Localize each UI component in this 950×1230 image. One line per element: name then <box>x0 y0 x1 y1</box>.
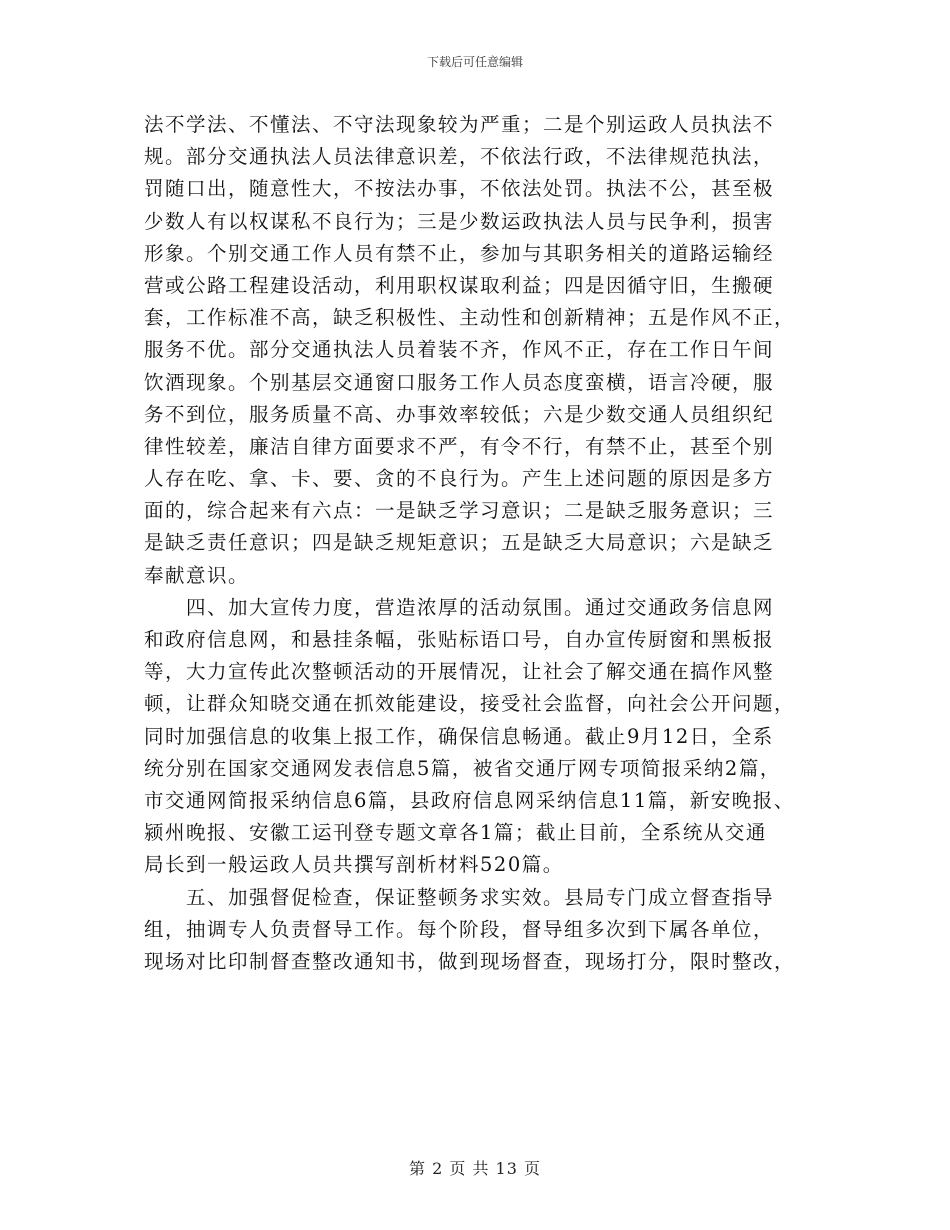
text-line: 统分别在国家交通网发表信息5篇，被省交通厅网专项简报采纳2篇， <box>144 756 781 780</box>
body-text <box>144 109 824 978</box>
text-line: 同时加强信息的收集上报工作，确保信息畅通。截止9月12日，全系 <box>144 724 774 748</box>
page-footer: 第 2 页 共 13 页 <box>409 1159 541 1178</box>
text-line: 人存在吃、拿、卡、要、贪的不良行为。产生上述问题的原因是多方 <box>144 467 775 491</box>
text-line: 现场对比印制督查整改通知书，做到现场督查，现场打分，限时整改， <box>144 949 796 973</box>
paragraph-start-line: 五、加强督促检查，保证整顿务求实效。县局专门成立督查指导 <box>144 885 775 909</box>
page-header: 下载后可任意编辑 <box>426 55 523 69</box>
text-line: 务不到位，服务质量不高、办事效率较低；六是少数交通人员组织纪 <box>144 402 775 426</box>
text-line: 形象。个别交通工作人员有禁不止，参加与其职务相关的道路运输经 <box>144 241 775 265</box>
text-line: 等，大力宣传此次整顿活动的开展情况，让社会了解交通在搞作风整 <box>144 660 775 684</box>
text-line: 服务不优。部分交通执法人员着装不齐，作风不正，存在工作日午间 <box>144 338 775 362</box>
text-line: 市交通网简报采纳信息6篇，县政府信息网采纳信息11篇，新安晚报、 <box>144 788 795 812</box>
text-line: 律性较差，廉洁自律方面要求不严，有令不行，有禁不止，甚至个别 <box>144 434 775 458</box>
text-line: 是缺乏责任意识；四是缺乏规矩意识；五是缺乏大局意识；六是缺乏 <box>144 531 775 555</box>
text-line: 组，抽调专人负责督导工作。每个阶段，督导组多次到下属各单位， <box>144 917 775 941</box>
paragraph-start-line: 四、加大宣传力度，营造浓厚的活动氛围。通过交通政务信息网 <box>144 595 775 619</box>
text-line: 颍州晚报、安徽工运刊登专题文章各1篇；截止目前，全系统从交通 <box>144 821 767 845</box>
text-line: 顿，让群众知晓交通在抓效能建设，接受社会监督，向社会公开问题， <box>144 692 796 716</box>
text-line: 营或公路工程建设活动，利用职权谋取利益；四是因循守旧，生搬硬 <box>144 273 775 297</box>
text-line: 法不学法、不懂法、不守法现象较为严重；二是个别运政人员执法不 <box>144 113 775 136</box>
text-line: 套，工作标准不高，缺乏积极性、主动性和创新精神；五是作风不正， <box>144 306 796 330</box>
text-line: 规。部分交通执法人员法律意识差，不依法行政，不法律规范执法， <box>144 145 775 169</box>
text-line: 局长到一般运政人员共撰写剖析材料520篇。 <box>144 853 564 877</box>
text-line: 奉献意识。 <box>144 563 250 587</box>
text-line: 面的，综合起来有六点：一是缺乏学习意识；二是缺乏服务意识；三 <box>144 499 775 523</box>
text-line: 少数人有以权谋私不良行为；三是少数运政执法人员与民争利，损害 <box>144 209 775 233</box>
text-line: 饮酒现象。个别基层交通窗口服务工作人员态度蛮横，语言冷硬，服 <box>144 370 775 394</box>
text-line: 和政府信息网，和悬挂条幅，张贴标语口号，自办宣传厨窗和黑板报 <box>144 628 775 651</box>
text-line: 罚随口出，随意性大，不按法办事，不依法处罚。执法不公，甚至极 <box>144 177 775 201</box>
